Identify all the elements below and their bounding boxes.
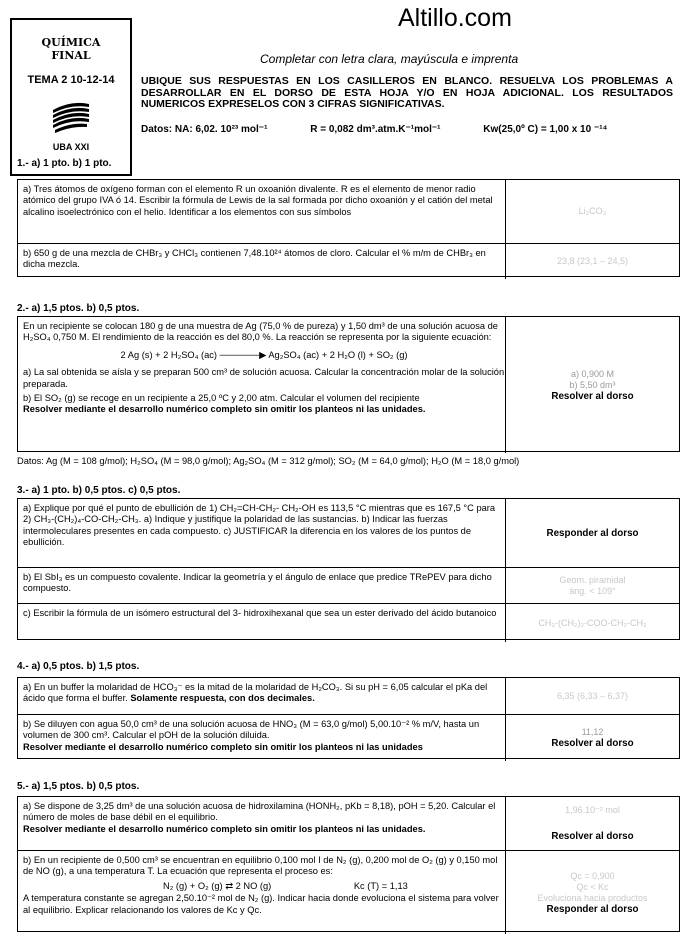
site-title: Altillo.com (398, 4, 512, 32)
answer-1a-value: Li₂CO₃ (578, 206, 607, 216)
question-2-resolver: Resolver mediante el desarrollo numérico completo sin omitir los planteos ni las unidades. (23, 404, 426, 415)
section-4-box (17, 677, 680, 759)
answer-5a[interactable] (505, 797, 679, 850)
answer-3b[interactable] (505, 568, 679, 604)
question-4b-resolver: Resolver mediante el desarrollo numérico completo sin omitir los planteos ni las unidades (23, 741, 423, 752)
answer-1b[interactable] (505, 244, 679, 279)
answer-1b-value: 23,8 (23,1 – 24,5) (556, 256, 629, 266)
question-2 (18, 317, 679, 453)
answer-5b-qc: Qc = 0,900 (570, 870, 615, 881)
question-5b-equation: N₂ (g) + O₂ (g) ⇄ 2 NO (g) (163, 880, 272, 891)
answer-2[interactable] (505, 317, 679, 453)
question-4b (18, 714, 679, 761)
question-4b-body: b) Se diluyen con agua 50,0 cm³ de una solución acuosa de HNO₃ (M = 63,0 g/mol) 5,00.10⁻² % m/V, hasta un volumen de 300 cm³. Calcular el pOH de la solución diluida. (23, 719, 480, 741)
answer-3b-geometry: Geom. piramidal (559, 575, 626, 585)
question-2-equation: 2 Ag (s) + 2 H₂SO₄ (ac) ──────▶ Ag₂SO₄ (ac) + 2 H₂O (l) + SO₂ (g) (120, 349, 408, 360)
answer-3a[interactable] (505, 499, 679, 567)
section-3-box (17, 498, 680, 640)
question-3c (18, 603, 679, 642)
section-5-title: 5.- a) 1,5 ptos. b) 0,5 ptos. (17, 781, 140, 792)
question-3a-text: a) Explique por qué el punto de ebullición de 1) CH₂=CH-CH₂- CH₂-OH es 113,5 °C mientras que es 167,5 °C para 2) CH₃-(CH₂)₄-CO-CH₂-CH₃. a) Indique y justifique la polaridad de las sustancias. b) Indicar las fuerzas intermoleculares presentes en cada compuesto. c) JUSTIFICAR la diferencia en los valores de los puntos de ebullición. (23, 503, 496, 548)
header-final: FINAL (51, 49, 91, 62)
section-2-title: 2.- a) 1,5 ptos. b) 0,5 ptos. (17, 303, 140, 314)
avogadro-constant: Datos: NA: 6,02. 10²³ mol⁻¹ (141, 124, 268, 135)
question-5b-body: b) En un recipiente de 0,500 cm³ se encuentran en equilibrio 0,100 mol I de N₂ (g), 0,200 mol de O₂ (g) y 0,150 mol de NO (g), a una temperatura T. La ecuación que representa el proceso es: (23, 855, 498, 877)
question-4a-note: Solamente respuesta, con dos decimales. (130, 693, 315, 704)
answer-1a[interactable] (505, 180, 679, 243)
answer-5b-direction: Evoluciona hacia productos (537, 892, 648, 903)
answer-2a-value: a) 0,900 M (570, 368, 615, 379)
answer-3b-angle: áng. < 109° (569, 586, 616, 596)
question-5a (18, 797, 679, 850)
answer-4b-value: 11,12 (581, 727, 604, 737)
gas-constant: R = 0,082 dm³.atm.K⁻¹mol⁻¹ (310, 124, 441, 135)
question-3b-text: b) El SbI₃ es un compuesto covalente. Indicar la geometría y el ángulo de enlace que predice TRePEV para dicho compuesto. (23, 572, 492, 594)
uba-logo-icon (49, 96, 93, 136)
question-4a (18, 678, 679, 714)
answer-4a-value: 6,35 (6,33 – 6,37) (556, 690, 629, 701)
answer-3c-value: CH₃-(CH₂)₂-COO-CH₂-CH₃ (538, 617, 647, 628)
answer-4b[interactable] (505, 715, 679, 761)
section-1-title: 1.- a) 1 pto. b) 1 pto. (17, 158, 112, 169)
answer-4b-dorso: Resolver al dorso (551, 738, 634, 749)
header-tema: TEMA 2 10-12-14 (27, 74, 115, 86)
question-3a (18, 499, 679, 567)
answer-3a-dorso: Responder al dorso (546, 527, 639, 539)
question-2-intro: En un recipiente se colocan 180 g de una muestra de Ag (75,0 % de pureza) y 1,50 dm³ de una solución acuosa de H₂SO₄ 0,750 M. El rendimiento de la reacción es del 80,0 %. La reacción se representa por la siguiente ecuación: (23, 321, 498, 343)
question-4b-text (23, 719, 505, 753)
section-2-box (17, 316, 680, 452)
question-5b-body2: A temperatura constante se agregan 2,50.10⁻² mol de N₂ (g). Indicar hacia donde evoluciona el sistema para volver al equilibrio. Explicar relacionando los valores de Kc y Qc. (23, 893, 499, 915)
question-4a-text (23, 682, 505, 705)
constants-data (141, 124, 608, 135)
question-1b-text: b) 650 g de una mezcla de CHBr₃ y CHCl₃ contienen 7,48.10²⁴ átomos de cloro. Calcular el % m/m de CHBr₃ en dicha mezcla. (23, 248, 486, 270)
question-5b-text (23, 855, 505, 916)
kw-constant: Kw(25,0º C) = 1,00 x 10 ⁻¹⁴ (483, 124, 608, 135)
question-2b-text: b) El SO₂ (g) se recoge en un recipiente a 25,0 ºC y 2,00 atm. Calcular el volumen del recipiente (23, 393, 420, 404)
answer-5a-dorso: Resolver al dorso (551, 831, 634, 843)
subtitle: Completar con letra clara, mayúscula e imprenta (260, 52, 519, 66)
answer-2b-value: b) 5,50 dm³ (569, 379, 616, 390)
question-5a-body: a) Se dispone de 3,25 dm³ de una solución acuosa de hidroxilamina (HONH₂, pKb = 8,18), pOH = 5,20. Calcular el número de moles de base débil en el equilibrio. (23, 801, 496, 823)
section-4-title: 4.- a) 0,5 ptos. b) 1,5 ptos. (17, 661, 140, 672)
question-5b-equation-row (163, 881, 505, 892)
section-3-title: 3.- a) 1 pto. b) 0,5 ptos. c) 0,5 ptos. (17, 485, 181, 496)
question-1a-text: a) Tres átomos de oxígeno forman con el elemento R un oxoanión divalente. R es el elemento de menor radio atómico del grupo IVA ó 14. Escribir la fórmula de Lewis de la sal formada por dicho oxoanión y el catión del metal alcalino isoelectrónico con el helio. Identificar a los elementos con sus símbolos (23, 184, 493, 217)
question-3c-text: c) Escribir la fórmula de un isómero estructural del 3- hidroxihexanal que sea un ester derivado del ácido butanoico (23, 608, 497, 618)
section-2-data: Datos: Ag (M = 108 g/mol); H₂SO₄ (M = 98,0 g/mol); Ag₂SO₄ (M = 312 g/mol); SO₂ (M = 64,0 g/mol); H₂O (M = 18,0 g/mol) (17, 456, 520, 466)
section-5-box (17, 796, 680, 932)
answer-3c[interactable] (505, 604, 679, 642)
answer-5b-compare: Qc < Kc (576, 881, 609, 892)
question-4a-body: a) En un buffer la molaridad de HCO₃⁻ es la mitad de la molaridad de H₂CO₃. Si su pH = 6,05 calcular el pKa del ácido que forma el buffer. (23, 682, 488, 704)
question-5a-resolver: Resolver mediante el desarrollo numérico completo sin omitir los planteos ni las unidades. (23, 823, 426, 834)
question-1a (18, 180, 679, 243)
question-5b (18, 850, 679, 934)
logo-text: UBA XXI (52, 142, 90, 152)
instructions: UBIQUE SUS RESPUESTAS EN LOS CASILLEROS EN BLANCO. RESUELVA LOS PROBLEMAS A DESARROLLAR EN EL DORSO DE ESTA HOJA Y/O EN HOJA ADICIONAL. LOS RESULTADOS NUMERICOS EXPRESELOS CON 3 CIFRAS SIGNIFICATIVAS. (141, 75, 673, 110)
question-2a-text: a) La sal obtenida se aísla y se preparan 500 cm³ de solución acuosa. Calcular la concentración molar de la solución preparada. (23, 367, 505, 389)
answer-4a[interactable] (505, 678, 679, 714)
header-subject: QUÍMICA (41, 36, 101, 49)
section-1-box (17, 179, 680, 277)
answer-2-dorso: Resolver al dorso (551, 390, 634, 402)
answer-5b[interactable] (505, 851, 679, 934)
exam-header-box (10, 18, 132, 176)
answer-5a-value: 1,96.10⁻² mol (565, 804, 620, 815)
question-5a-text (23, 801, 505, 835)
question-1b (18, 243, 679, 279)
answer-5b-dorso: Responder al dorso (546, 903, 639, 915)
question-2-text (23, 321, 505, 416)
question-5b-kc: Kc (T) = 1,13 (353, 880, 408, 891)
question-3b (18, 567, 679, 604)
